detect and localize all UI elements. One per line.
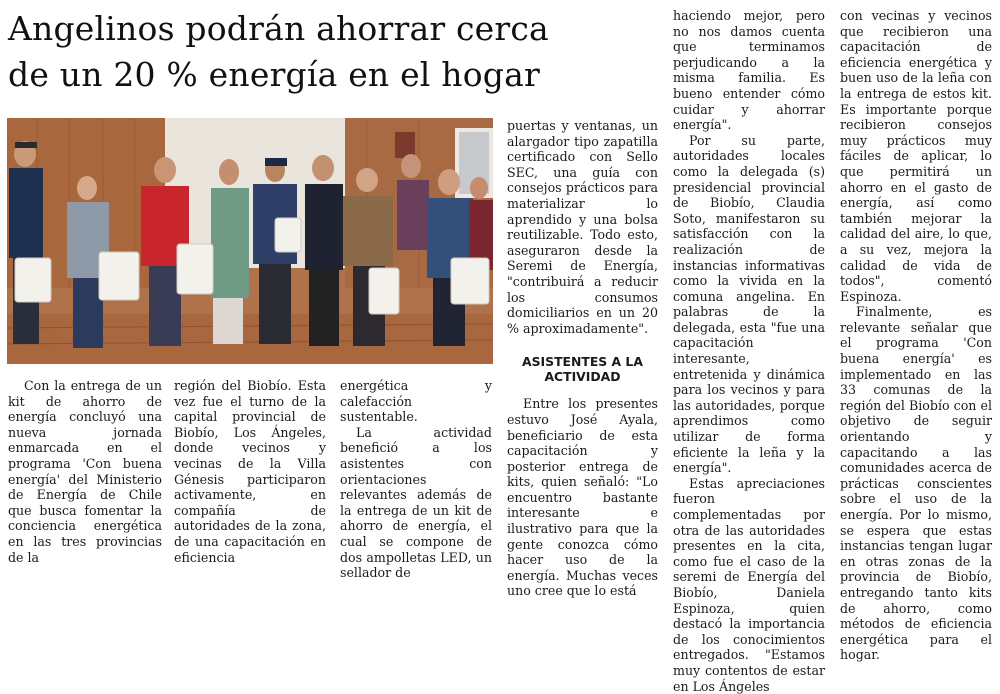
article-headline: Angelinos podrán ahorrar cerca de un 20 % energía en el hogar bbox=[8, 9, 549, 94]
article-column-6 bbox=[840, 8, 992, 663]
article-column-4 bbox=[507, 118, 658, 599]
group-photo-illustration bbox=[7, 118, 493, 364]
column-2-paragraph: región del Biobío. Esta vez fue el turno de la capital provincial de Biobío, Los Ángeles, donde vecinos y vecinas de la Villa Génesis participaron activamente, en compañía de autoridades de la zona, de una capacitación en eficiencia bbox=[174, 378, 326, 565]
article-column-1 bbox=[8, 378, 162, 565]
column-5-paragraph-3: Estas apreciaciones fueron complementadas por otra de las autoridades presentes en la cita, como fue el caso de la seremi de Energía del Biobío, Daniela Espinoza, quien destacó la importancia de los conocimientos entregados. "Estamos muy contentos de estar en Los Ángeles bbox=[673, 475, 825, 694]
article-column-3 bbox=[340, 378, 492, 581]
column-5-paragraph-2: Por su parte, autoridades locales como la delegada (s) presidencial provincial de Biobío, Claudia Soto, manifestaron su satisfacción con la realización de instancias informativas como la vivida en la comuna angelina. En palabras de la delegada, esta "fue una capacitación interesante, entretenida y dinámica para los vecinos y para las autoridades, porque aprendimos como utilizar de forma eficiente la leña y la energía". bbox=[673, 132, 825, 476]
article-photo bbox=[7, 118, 493, 364]
column-6-paragraph-1: con vecinas y vecinos que recibieron una capacitación de eficiencia energética y buen uso de la leña con la entrega de estos kit. Es importante porque recibieron consejos muy prácticos muy fáciles de aplicar, lo que permitirá un ahorro en el gasto de energía, así como también mejorar la calidad del aire, lo que, a su vez, mejora la calidad de vida de todos", comentó Espinoza. bbox=[840, 8, 992, 304]
column-4-paragraph-1: puertas y ventanas, un alargador tipo zapatilla certificado con Sello SEC, una guía con consejos prácticos para materializar lo aprendido y una bolsa reutilizable. Todo esto, aseguraron desde la Seremi de Energía, "contribuirá a reducir los consumos domiciliarios en un 20 % aproximadamente". bbox=[507, 118, 658, 336]
column-1-paragraph: Con la entrega de un kit de ahorro de energía concluyó una nueva jornada enmarcada en el programa 'Con buena energía' del Ministerio de Energía de Chile que busca fomentar la conciencia energética en las tres provincias de la bbox=[8, 378, 162, 565]
column-3-paragraph-1: energética y calefacción sustentable. bbox=[340, 378, 492, 425]
column-5-paragraph-1: haciendo mejor, pero no nos damos cuenta que terminamos perjudicando a la misma familia. Es bueno entender cómo cuidar y ahorrar energía". bbox=[673, 8, 825, 133]
column-3-paragraph-2: La actividad benefició a los asistentes con orientaciones relevantes además de la entrega de un kit de ahorro de energía, el cual se compone de dos ampolletas LED, un sellador de bbox=[340, 424, 492, 581]
article-column-5 bbox=[673, 8, 825, 694]
article-column-2 bbox=[174, 378, 326, 565]
section-subheading: ASISTENTES A LA ACTIVIDAD bbox=[522, 354, 643, 385]
column-4-paragraph-2: Entre los presentes estuvo José Ayala, beneficiario de esta capacitación y posterior entrega de kits, quien señaló: "Lo encuentro bastante interesante e ilustrativo para que la gente conozca cómo hacer uso de la energía. Muchas veces uno cree que lo está bbox=[507, 396, 658, 599]
column-6-paragraph-2: Finalmente, es relevante señalar que el programa 'Con buena energía' es implementado en las 33 comunas de la región del Biobío con el objetivo de seguir orientando y capacitando a las comunidades acerca de prácticas conscientes sobre el uso de la energía. Por lo mismo, se espera que estas instancias tengan lugar en otras zonas de la provincia de Biobío, entregando tanto kits de ahorro, como métodos de eficiencia energética para el hogar. bbox=[840, 304, 992, 663]
